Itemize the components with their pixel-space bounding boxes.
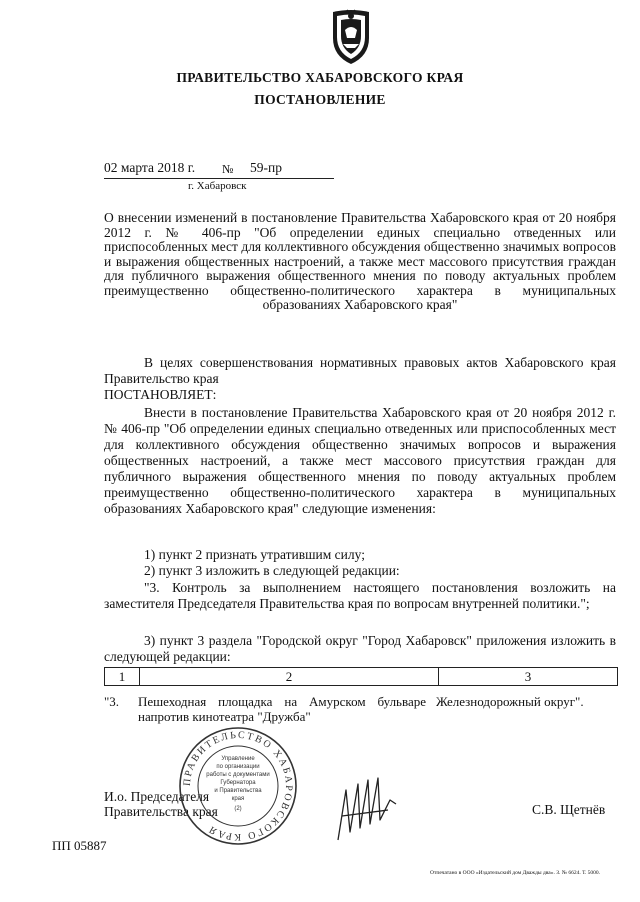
row-number: "3. — [104, 694, 120, 709]
signatory-title-line1: И.о. Председателя — [104, 789, 210, 804]
document-date: 02 марта 2018 г. — [104, 160, 196, 175]
date-number-underline — [104, 178, 334, 179]
schedule-table-header — [104, 667, 618, 686]
intro-paragraph: В целях совершенствования нормативных правовых актов Хабаровского края Правительство края — [104, 355, 616, 386]
svg-text:ПРАВИТЕЛЬСТВО ХАБАРОВСКОГО КРА: ПРАВИТЕЛЬСТВО ХАБАРОВСКОГО КРАЯ — [181, 729, 295, 843]
svg-text:Управление: Управление — [221, 756, 255, 762]
svg-text:(2): (2) — [234, 806, 242, 812]
amendment-item-3: 3) пункт 3 раздела "Городской округ "Город Хабаровск" приложения изложить в следующей редакции: — [104, 633, 616, 664]
row-district: Железнодорожный округ". — [436, 694, 584, 709]
amendment-item-2: 2) пункт 3 изложить в следующей редакции: — [144, 563, 400, 578]
amendment-item-1: 1) пункт 2 признать утратившим силу; — [144, 547, 365, 562]
handwritten-signature — [330, 770, 404, 850]
svg-text:края: края — [231, 796, 245, 802]
signatory-name: С.В. Щетнёв — [532, 802, 606, 817]
document-number: 59-пр — [250, 160, 282, 175]
main-paragraph: Внести в постановление Правительства Хабаровского края от 20 ноября 2012 г. № 406-пр "Об определении единых специально отведенных или приспособленных мест для коллективного обсуждения общественно значимых вопросов и выражения общественных настроений, а также мест массового присутствия граждан для публичного выражения общественного мнения по поводу актуальных проблем преимущественно общественно-политического характера в муниципальных образованиях Хабаровского края" следующие изменения: — [104, 405, 616, 516]
svg-text:работы с документами: работы с документами — [206, 772, 270, 778]
printing-note: Отпечатано в ООО «Издательский дом Дважды два». З. № 6624. Т. 5000. — [430, 870, 601, 876]
document-city: г. Хабаровск — [188, 180, 247, 192]
form-number: ПП 05887 — [52, 838, 107, 853]
table-header-cell: 3 — [439, 668, 618, 686]
row-place: Пешеходная площадка на Амурском бульваре напротив кинотеатра "Дружба" — [138, 694, 426, 724]
document-type: ПОСТАНОВЛЕНИЕ — [254, 92, 386, 107]
svg-text:и Правительства: и Правительства — [214, 788, 262, 794]
official-stamp — [176, 724, 300, 848]
coat-of-arms-emblem — [327, 8, 375, 66]
amendment-item-2-text: "3. Контроль за выполнением настоящего постановления возложить на заместителя Председателя Правительства края по вопросам внутренней политики."; — [104, 580, 616, 611]
svg-text:Губернатора: Губернатора — [220, 780, 256, 786]
svg-text:по организации: по организации — [216, 764, 260, 770]
table-header-cell: 2 — [140, 668, 439, 686]
number-label: № — [222, 162, 234, 176]
signatory-title-line2: Правительства края — [104, 804, 218, 819]
document-subject: О внесении изменений в постановление Правительства Хабаровского края от 20 ноября 2012 г. № 406-пр "Об определении единых специально отведенных или приспособленных мест для коллективного обсуждения общественно значимых вопросов и выражения общественных настроений, а также мест массового присутствия граждан для публичного выражения общественного мнения по поводу актуальных проблем преимущественно общественно-политического характера в муниципальных образованиях Хабаровского края" — [104, 210, 616, 312]
decree-word: ПОСТАНОВЛЯЕТ: — [104, 387, 217, 402]
government-name: ПРАВИТЕЛЬСТВО ХАБАРОВСКОГО КРАЯ — [176, 70, 464, 85]
table-header-cell: 1 — [105, 668, 140, 686]
